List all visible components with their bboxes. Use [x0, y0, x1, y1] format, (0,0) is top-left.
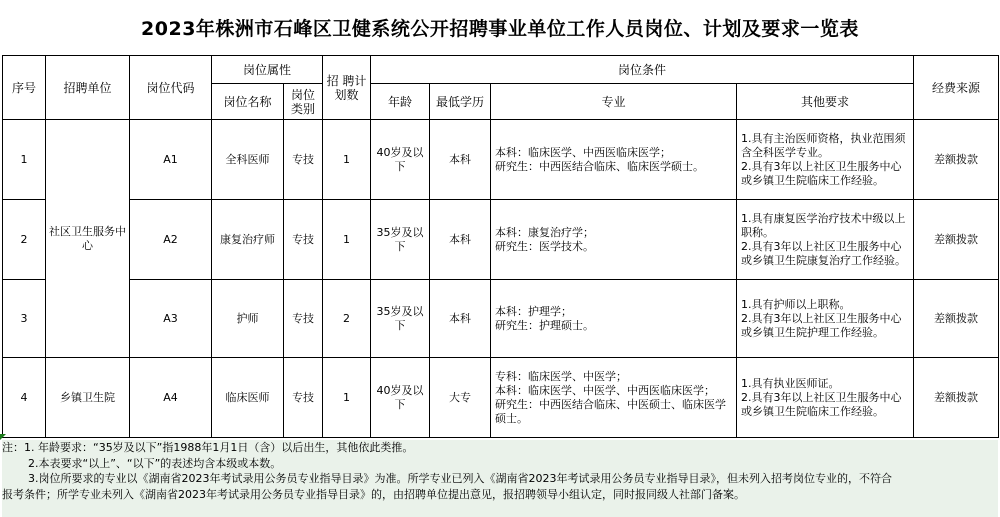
code-cell: A4 [130, 358, 212, 438]
edu-cell: 本科 [430, 120, 491, 200]
header-edu: 最低学历 [430, 84, 491, 120]
header-seq: 序号 [3, 56, 46, 120]
edu-cell: 本科 [430, 280, 491, 358]
note-line: 2.本表要求“以上”、“以下”的表述均含本级或本数。 [28, 456, 282, 470]
major-cell: 本科：护理学； 研究生：护理硕士。 [491, 280, 737, 358]
header-attr: 岗位属性 [212, 56, 323, 84]
header-age: 年龄 [371, 84, 430, 120]
seq-cell: 4 [3, 358, 46, 438]
recruitment-table [2, 55, 999, 438]
funding-cell: 差额拨款 [914, 358, 999, 438]
age-cell: 35岁及以下 [371, 280, 430, 358]
name-cell: 康复治疗师 [212, 200, 284, 280]
other-cell: 1.具有康复医学治疗技术中级以上职称。 2.具有3年以上社区卫生服务中心或乡镇卫生院康复治疗工作经验。 [737, 200, 914, 280]
table-row [3, 120, 999, 200]
edu-cell: 大专 [430, 358, 491, 438]
table-row [3, 200, 999, 280]
unit-cell: 社区卫生服务中心 [46, 120, 130, 358]
header-funding: 经费来源 [914, 56, 999, 120]
note-line: 3.岗位所要求的专业以《湖南省2023年考试录用公务员专业指导目录》为准。所学专业已列入《湖南省2023年考试录用公务员专业指导目录》，但未列入招考岗位专业的，不符合 [28, 472, 892, 485]
name-cell: 全科医师 [212, 120, 284, 200]
plan-cell: 2 [323, 280, 371, 358]
header-post-name: 岗位名称 [212, 84, 284, 120]
page-title: 2023年株洲市石峰区卫健系统公开招聘事业单位工作人员岗位、计划及要求一览表 [141, 17, 859, 40]
major-cell: 本科：临床医学、中西医临床医学； 研究生：中西医结合临床、临床医学硕士。 [491, 120, 737, 200]
table-row [3, 280, 999, 358]
type-cell: 专技 [284, 200, 323, 280]
header-code: 岗位代码 [130, 56, 212, 120]
other-cell: 1.具有执业医师证。 2.具有3年以上社区卫生服务中心或乡镇卫生院临床工作经验。 [737, 358, 914, 438]
age-cell: 35岁及以下 [371, 200, 430, 280]
header-conditions: 岗位条件 [371, 56, 914, 84]
table-row [3, 358, 999, 438]
notes-section [2, 440, 998, 517]
seq-cell: 2 [3, 200, 46, 280]
seq-cell: 3 [3, 280, 46, 358]
note-line: 报考条件；所学专业未列入《湖南省2023年考试录用公务员专业指导目录》的，由招聘单位提出意见，报招聘领导小组认定，同时报同级人社部门备案。 [2, 487, 745, 501]
name-cell: 临床医师 [212, 358, 284, 438]
type-cell: 专技 [284, 358, 323, 438]
edu-cell: 本科 [430, 200, 491, 280]
funding-cell: 差额拨款 [914, 120, 999, 200]
header-plan: 招 聘计划数 [323, 56, 371, 120]
header-unit: 招聘单位 [46, 56, 130, 120]
other-cell: 1.具有主治医师资格，执业范围须含全科医学专业。 2.具有3年以上社区卫生服务中心或乡镇卫生院临床工作经验。 [737, 120, 914, 200]
code-cell: A2 [130, 200, 212, 280]
type-cell: 专技 [284, 120, 323, 200]
age-cell: 40岁及以下 [371, 120, 430, 200]
other-cell: 1.具有护师以上职称。 2.具有3年以上社区卫生服务中心或乡镇卫生院护理工作经验。 [737, 280, 914, 358]
name-cell: 护师 [212, 280, 284, 358]
type-cell: 专技 [284, 280, 323, 358]
note-line: 注：1. 年龄要求：“35岁及以下”指1988年1月1日（含）以后出生，其他依此类推。 [2, 441, 414, 454]
plan-cell: 1 [323, 358, 371, 438]
header-other: 其他要求 [737, 84, 914, 120]
header-post-type: 岗位类别 [284, 84, 323, 120]
plan-cell: 1 [323, 200, 371, 280]
major-cell: 专科：临床医学、中医学； 本科：临床医学、中医学、中西医临床医学； 研究生：中西医结合临床、中医硕士、临床医学硕士。 [491, 358, 737, 438]
funding-cell: 差额拨款 [914, 200, 999, 280]
funding-cell: 差额拨款 [914, 280, 999, 358]
seq-cell: 1 [3, 120, 46, 200]
code-cell: A3 [130, 280, 212, 358]
plan-cell: 1 [323, 120, 371, 200]
code-cell: A1 [130, 120, 212, 200]
major-cell: 本科：康复治疗学； 研究生：医学技术。 [491, 200, 737, 280]
age-cell: 40岁及以下 [371, 358, 430, 438]
header-major: 专业 [491, 84, 737, 120]
unit-cell: 乡镇卫生院 [46, 358, 130, 438]
